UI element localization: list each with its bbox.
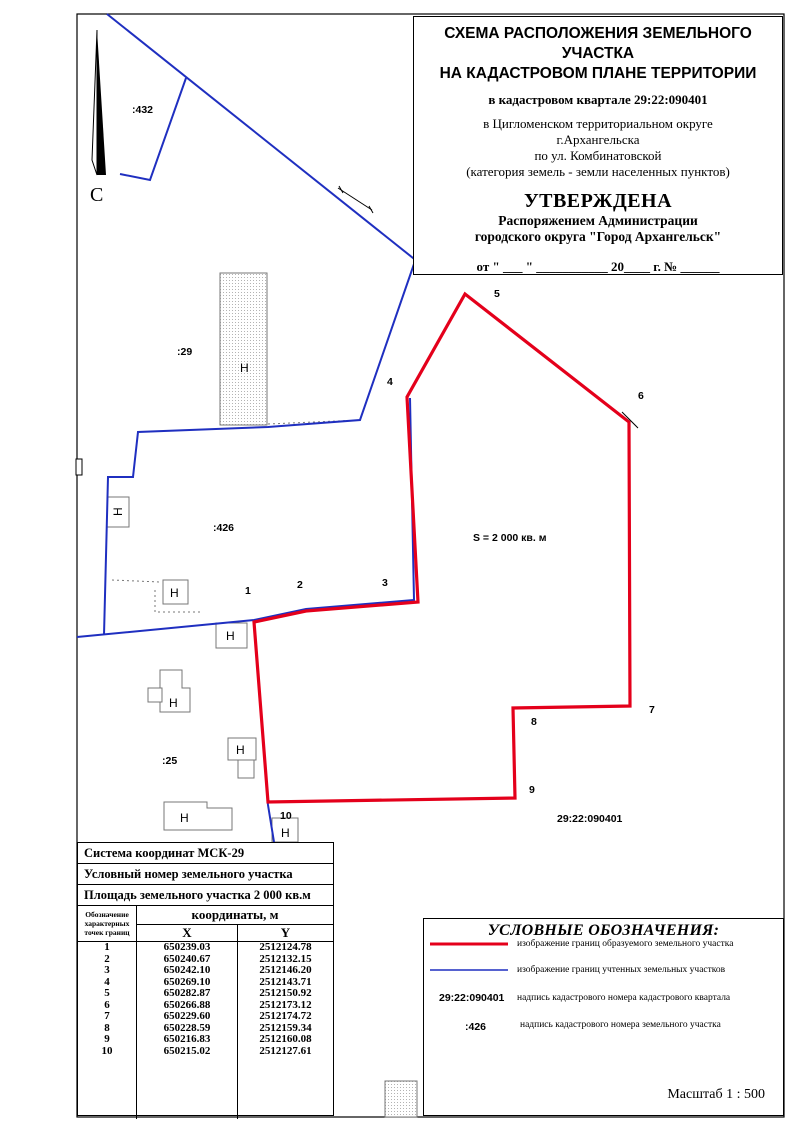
- point-number: 5: [78, 988, 137, 1000]
- point-label-4: 4: [387, 376, 393, 388]
- point-label-2: 2: [297, 579, 303, 591]
- legend-red-line-text: изображение границ образуемого земельного участка: [517, 939, 734, 949]
- building: [385, 1081, 417, 1117]
- col-y-header: Y: [238, 925, 334, 942]
- building: [164, 802, 232, 830]
- city-line: г.Архангельска: [556, 132, 640, 147]
- measurement-mark: [338, 188, 372, 210]
- point-number: 3: [78, 965, 137, 977]
- point-label-9: 9: [529, 784, 535, 796]
- quarter-line: в кадастровом квартале 29:22:090401: [488, 92, 708, 107]
- title-block: [413, 16, 783, 275]
- y-value: 2512159.34: [259, 1021, 312, 1034]
- x-value: 650229.60: [137, 1011, 238, 1023]
- quarter-label: 29:22:090401: [557, 813, 623, 825]
- scale-label: Масштаб 1 : 500: [667, 1087, 765, 1102]
- x-value: 650228.59: [137, 1023, 238, 1035]
- x-value: 650216.83: [137, 1034, 238, 1046]
- parcel-area-label: S = 2 000 кв. м: [473, 532, 547, 544]
- legend-blue-line-text: изображение границ учтенных земельных участков: [517, 965, 726, 975]
- x-value: 650215.02: [137, 1046, 238, 1058]
- coordinate-row: [78, 1046, 333, 1058]
- point-label-8: 8: [531, 716, 537, 728]
- point-number: 1: [78, 942, 137, 954]
- legend-parcel-text: надпись кадастрового номера земельного участка: [520, 1020, 721, 1030]
- parcel-label: :432: [132, 104, 154, 116]
- building: [148, 688, 162, 702]
- y-value: 2512173.12: [259, 998, 312, 1011]
- point-number: 10: [78, 1046, 137, 1058]
- legend-red-line-icon: [430, 938, 510, 950]
- point-label-5: 5: [494, 288, 500, 300]
- fences: [112, 420, 360, 612]
- legend-quarter-text: надпись кадастрового номера кадастрового квартала: [517, 993, 731, 1003]
- coordinate-row: [78, 1011, 333, 1023]
- col-coords-header: координаты, м: [137, 906, 334, 925]
- order-line-1: Распоряжением Администрации: [498, 213, 698, 228]
- building: [238, 760, 254, 778]
- title-line-1: СХЕМА РАСПОЛОЖЕНИЯ ЗЕМЕЛЬНОГО УЧАСТКА: [444, 25, 752, 62]
- parcel-label: :29: [177, 346, 193, 358]
- coordinate-rows: [78, 942, 333, 1058]
- x-value: 650240.67: [137, 954, 238, 966]
- building-label: Н: [226, 629, 235, 643]
- y-value: 2512132.15: [259, 952, 312, 965]
- point-label-3: 3: [382, 577, 388, 589]
- col-x-header: X: [137, 925, 238, 942]
- y-value: 2512143.71: [259, 975, 312, 988]
- building-label: Н: [169, 696, 178, 710]
- point-number: 4: [78, 977, 137, 989]
- registered-parcel-boundaries: [77, 14, 418, 842]
- point-labels: [245, 288, 655, 822]
- formed-parcel-boundary: [254, 294, 630, 802]
- coordinate-system: Система координат МСК-29: [78, 843, 333, 864]
- coordinate-row: [78, 965, 333, 977]
- title-line-2: НА КАДАСТРОВОМ ПЛАНЕ ТЕРРИТОРИИ: [439, 65, 757, 82]
- district-line: в Цигломенском территориальном округе: [483, 116, 713, 131]
- point-label-7: 7: [649, 704, 655, 716]
- parcel-labels: [132, 104, 234, 767]
- point-number: 9: [78, 1034, 137, 1046]
- coordinate-row: [78, 1034, 333, 1046]
- coordinate-row: [78, 988, 333, 1000]
- point-number: 6: [78, 1000, 137, 1012]
- legend-blue-line-icon: [430, 964, 510, 976]
- point-number: 8: [78, 1023, 137, 1035]
- y-value: 2512124.78: [259, 941, 312, 953]
- conditional-number: Условный номер земельного участка: [78, 864, 333, 885]
- building-label: Н: [111, 507, 125, 516]
- x-value: 650269.10: [137, 977, 238, 989]
- y-value: 2512150.92: [259, 987, 312, 999]
- point-label-6: 6: [638, 390, 644, 402]
- north-label: С: [90, 184, 104, 206]
- point-label-1: 1: [245, 585, 251, 597]
- parcel-label: :25: [162, 755, 178, 767]
- legend: [423, 918, 784, 1116]
- category-line: (категория земель - земли населенных пунктов): [466, 164, 730, 179]
- parcel-label: :426: [213, 522, 235, 534]
- y-value: 2512146.20: [259, 964, 312, 976]
- parcel-area: Площадь земельного участка 2 000 кв.м: [78, 885, 333, 906]
- x-value: 650282.87: [137, 988, 238, 1000]
- approved-stamp: УТВЕРЖДЕНА: [523, 190, 673, 212]
- y-value: 2512174.72: [259, 1010, 312, 1022]
- coordinates-table: [77, 842, 334, 1116]
- street-line: по ул. Комбинатовской: [534, 148, 662, 163]
- y-value: 2512160.08: [259, 1033, 312, 1045]
- date-line: от " ___ " ___________ 20____ г. № ______: [476, 259, 720, 274]
- building-label: Н: [170, 586, 179, 600]
- building-label: Н: [240, 361, 249, 375]
- point-number: 2: [78, 954, 137, 966]
- building-label: Н: [236, 743, 245, 757]
- legend-quarter-sample: 29:22:090401: [439, 992, 505, 1004]
- x-value: 650266.88: [137, 1000, 238, 1012]
- point-number: 7: [78, 1011, 137, 1023]
- x-value: 650242.10: [137, 965, 238, 977]
- legend-parcel-sample: :426: [465, 1021, 487, 1033]
- order-line-2: городского округа "Город Архангельск": [474, 229, 722, 244]
- building-label: Н: [180, 811, 189, 825]
- legend-title: УСЛОВНЫЕ ОБОЗНАЧЕНИЯ:: [487, 922, 720, 939]
- coordinates-grid: [78, 906, 333, 1119]
- point-label-10: 10: [280, 810, 292, 822]
- col-point-header: Обозначение характерных точек границ: [78, 906, 137, 942]
- y-value: 2512127.61: [259, 1044, 312, 1057]
- north-arrow-icon: [92, 30, 106, 175]
- building-label: Н: [281, 826, 290, 840]
- building: [220, 273, 267, 425]
- coordinate-row: [78, 942, 333, 954]
- building: [76, 459, 82, 475]
- x-value: 650239.03: [137, 942, 238, 954]
